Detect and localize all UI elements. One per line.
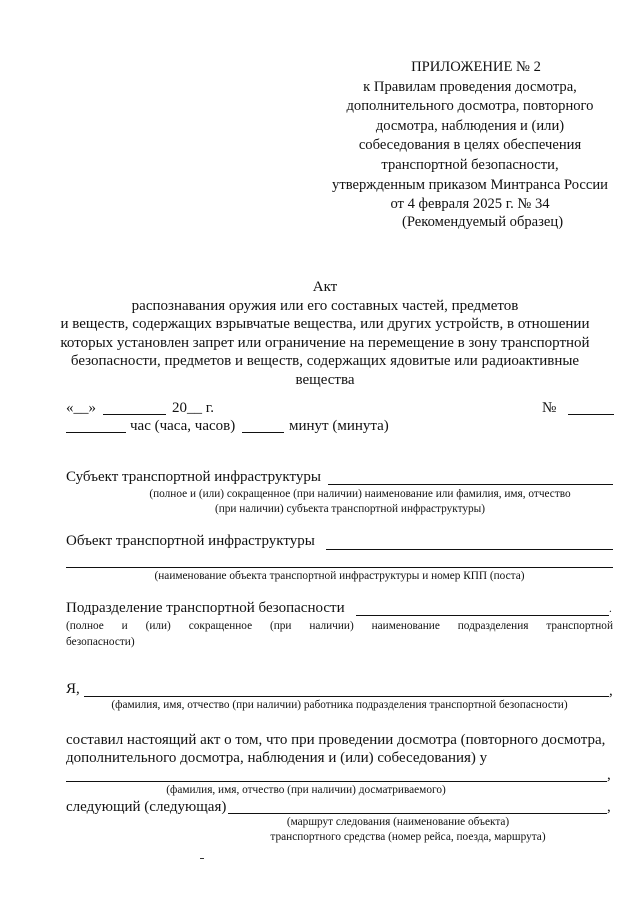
- date-year: 20__ г.: [172, 400, 214, 416]
- route-comma: ,: [607, 799, 611, 815]
- person-caption: (фамилия, имя, отчество (при наличии) досматриваемого): [166, 784, 446, 796]
- i-caption: (фамилия, имя, отчество (при наличии) работника подразделения транспортной безопасности): [111, 699, 568, 711]
- appendix-title: ПРИЛОЖЕНИЕ № 2: [411, 59, 541, 75]
- appendix-line: от 4 февраля 2025 г. № 34: [390, 196, 550, 213]
- appendix-line: досмотра, наблюдения и (или): [375, 117, 565, 134]
- act-number-field[interactable]: [568, 414, 614, 415]
- appendix-line: транспортной безопасности,: [381, 156, 559, 173]
- subject-caption: (полное и (или) сокращенное (при наличии) наименование или фамилия, имя, отчество: [149, 488, 571, 500]
- i-comma: ,: [609, 683, 613, 699]
- hours-label: час (часа, часов): [130, 418, 236, 434]
- scan-speck: [200, 858, 204, 859]
- appendix-header: [320, 58, 620, 215]
- appendix-line: утвержденным приказом Минтранса России: [332, 176, 608, 193]
- route-caption: (маршрут следования (наименование объекта): [286, 816, 510, 828]
- act-heading-block: [60, 278, 590, 389]
- minutes-field[interactable]: [242, 432, 284, 433]
- route-field[interactable]: [228, 813, 607, 814]
- appendix-line: дополнительного досмотра, повторного: [346, 98, 594, 115]
- statement-line: составил настоящий акт о том, что при проведении досмотра (повторного досмотра,: [66, 732, 606, 748]
- sample-note: (Рекомендуемый образец): [402, 214, 564, 230]
- appendix-line: собеседования в целях обеспечения: [358, 137, 582, 154]
- division-caption: безопасности): [66, 636, 135, 648]
- statement-line: дополнительного досмотра, наблюдения и (или) собеседования) у: [66, 750, 488, 766]
- act-subtitle-line: распознавания оружия или его составных частей, предметов: [131, 297, 519, 314]
- division-label: Подразделение транспортной безопасности: [66, 600, 345, 616]
- act-subtitle-line: безопасности, предметов и веществ, содержащих ядовитые или радиоактивные: [70, 353, 580, 369]
- appendix-line: к Правилам проведения досмотра,: [363, 78, 577, 95]
- act-subtitle-line: вещества: [295, 371, 355, 388]
- i-label: Я,: [66, 681, 80, 697]
- act-subtitle-line: и веществ, содержащих взрывчатые вещества, или других устройств, в отношении: [60, 316, 590, 332]
- subject-field[interactable]: [328, 484, 613, 485]
- object-label: Объект транспортной инфраструктуры: [66, 533, 315, 549]
- following-label: следующий (следующая): [66, 799, 227, 815]
- object-caption: (наименование объекта транспортной инфраструктуры и номер КПП (поста): [154, 570, 525, 582]
- date-day: «__»: [66, 400, 96, 416]
- inspected-person-field[interactable]: [66, 781, 607, 782]
- act-heading: Акт: [312, 279, 338, 295]
- act-subtitle-line: которых установлен запрет или ограничение на перемещение в зону транспортной: [60, 334, 590, 351]
- route-caption: транспортного средства (номер рейса, поезда, маршрута): [270, 831, 546, 843]
- object-field-line-2[interactable]: [66, 567, 613, 568]
- date-month-field[interactable]: [103, 414, 166, 415]
- subject-label: Субъект транспортной инфраструктуры: [66, 469, 321, 485]
- person-comma: ,: [607, 767, 611, 783]
- division-period: .: [609, 603, 612, 615]
- subject-caption: (при наличии) субъекта транспортной инфраструктуры): [214, 503, 486, 515]
- act-number-label: №: [542, 400, 557, 416]
- minutes-label: минут (минута): [289, 418, 389, 434]
- hours-field[interactable]: [66, 432, 126, 433]
- object-field[interactable]: [326, 549, 613, 550]
- employee-name-field[interactable]: [84, 696, 609, 697]
- division-field[interactable]: [356, 615, 609, 616]
- division-caption: (полное и (или) сокращенное (при наличии) наименование подразделения транспортной: [66, 620, 613, 632]
